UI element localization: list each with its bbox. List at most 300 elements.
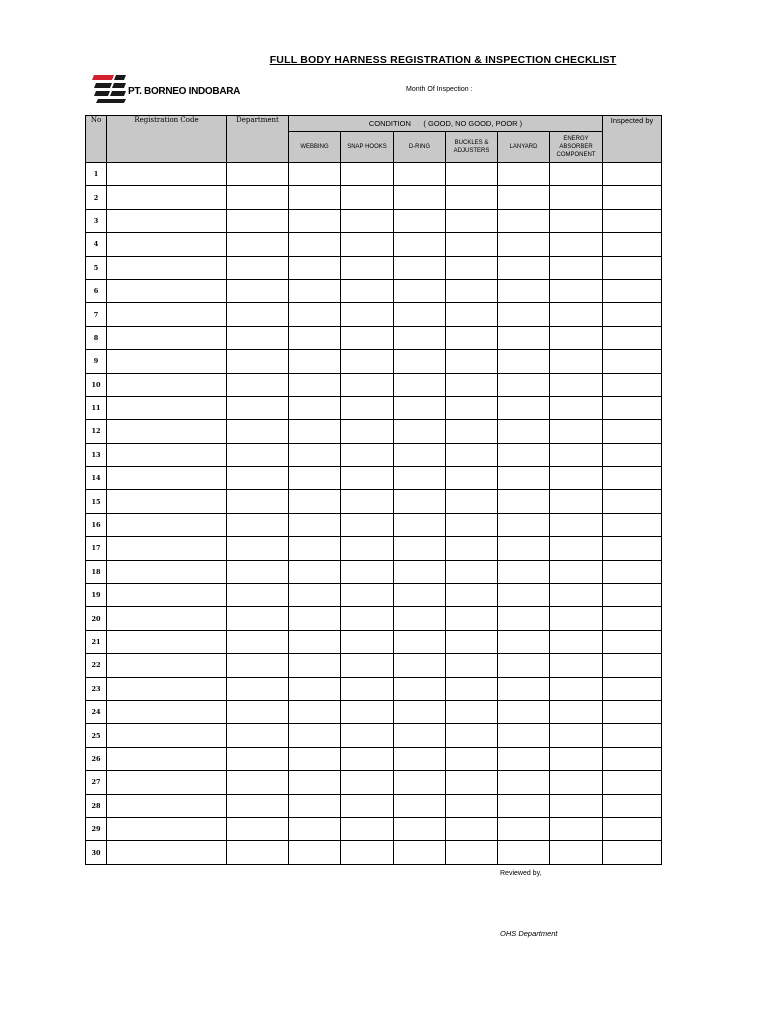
registration-code-cell[interactable]	[107, 467, 227, 490]
webbing-cell[interactable]	[289, 771, 341, 794]
lanyard-cell[interactable]	[498, 537, 550, 560]
snap-hooks-cell[interactable]	[341, 209, 394, 232]
d-ring-cell[interactable]	[394, 279, 446, 302]
webbing-cell[interactable]	[289, 700, 341, 723]
inspected-by-cell[interactable]	[603, 724, 662, 747]
registration-code-cell[interactable]	[107, 771, 227, 794]
buckles-adjusters-cell[interactable]	[446, 560, 498, 583]
inspected-by-cell[interactable]	[603, 560, 662, 583]
registration-code-cell[interactable]	[107, 817, 227, 840]
snap-hooks-cell[interactable]	[341, 747, 394, 770]
department-cell[interactable]	[227, 537, 289, 560]
energy-absorber-cell[interactable]	[550, 186, 603, 209]
snap-hooks-cell[interactable]	[341, 560, 394, 583]
inspected-by-cell[interactable]	[603, 841, 662, 864]
lanyard-cell[interactable]	[498, 163, 550, 186]
buckles-adjusters-cell[interactable]	[446, 233, 498, 256]
energy-absorber-cell[interactable]	[550, 747, 603, 770]
registration-code-cell[interactable]	[107, 209, 227, 232]
d-ring-cell[interactable]	[394, 654, 446, 677]
energy-absorber-cell[interactable]	[550, 443, 603, 466]
energy-absorber-cell[interactable]	[550, 584, 603, 607]
department-cell[interactable]	[227, 654, 289, 677]
department-cell[interactable]	[227, 584, 289, 607]
buckles-adjusters-cell[interactable]	[446, 350, 498, 373]
lanyard-cell[interactable]	[498, 373, 550, 396]
registration-code-cell[interactable]	[107, 677, 227, 700]
department-cell[interactable]	[227, 747, 289, 770]
webbing-cell[interactable]	[289, 677, 341, 700]
registration-code-cell[interactable]	[107, 420, 227, 443]
table-row	[86, 209, 662, 232]
inspected-by-cell[interactable]	[603, 350, 662, 373]
webbing-cell[interactable]	[289, 396, 341, 419]
webbing-cell[interactable]	[289, 630, 341, 653]
inspected-by-cell[interactable]	[603, 630, 662, 653]
d-ring-cell[interactable]	[394, 560, 446, 583]
lanyard-cell[interactable]	[498, 186, 550, 209]
inspected-by-cell[interactable]	[603, 303, 662, 326]
row-number: 13	[86, 443, 107, 466]
inspected-by-cell[interactable]	[603, 490, 662, 513]
buckles-adjusters-cell[interactable]	[446, 654, 498, 677]
snap-hooks-cell[interactable]	[341, 654, 394, 677]
d-ring-cell[interactable]	[394, 350, 446, 373]
lanyard-cell[interactable]	[498, 256, 550, 279]
energy-absorber-cell[interactable]	[550, 373, 603, 396]
snap-hooks-cell[interactable]	[341, 256, 394, 279]
buckles-adjusters-cell[interactable]	[446, 794, 498, 817]
webbing-cell[interactable]	[289, 607, 341, 630]
webbing-cell[interactable]	[289, 841, 341, 864]
department-cell[interactable]	[227, 163, 289, 186]
department-cell[interactable]	[227, 396, 289, 419]
energy-absorber-cell[interactable]	[550, 654, 603, 677]
registration-code-cell[interactable]	[107, 163, 227, 186]
registration-code-cell[interactable]	[107, 443, 227, 466]
registration-code-cell[interactable]	[107, 186, 227, 209]
buckles-adjusters-cell[interactable]	[446, 209, 498, 232]
snap-hooks-cell[interactable]	[341, 186, 394, 209]
buckles-adjusters-cell[interactable]	[446, 279, 498, 302]
buckles-adjusters-cell[interactable]	[446, 513, 498, 536]
registration-code-cell[interactable]	[107, 490, 227, 513]
registration-code-cell[interactable]	[107, 724, 227, 747]
registration-code-cell[interactable]	[107, 303, 227, 326]
energy-absorber-cell[interactable]	[550, 841, 603, 864]
buckles-adjusters-cell[interactable]	[446, 724, 498, 747]
webbing-cell[interactable]	[289, 490, 341, 513]
registration-code-cell[interactable]	[107, 654, 227, 677]
department-cell[interactable]	[227, 794, 289, 817]
webbing-cell[interactable]	[289, 794, 341, 817]
snap-hooks-cell[interactable]	[341, 724, 394, 747]
webbing-cell[interactable]	[289, 233, 341, 256]
lanyard-cell[interactable]	[498, 771, 550, 794]
buckles-adjusters-cell[interactable]	[446, 256, 498, 279]
registration-code-cell[interactable]	[107, 841, 227, 864]
snap-hooks-cell[interactable]	[341, 537, 394, 560]
lanyard-cell[interactable]	[498, 817, 550, 840]
inspected-by-cell[interactable]	[603, 537, 662, 560]
row-number: 4	[86, 233, 107, 256]
department-cell[interactable]	[227, 630, 289, 653]
department-cell[interactable]	[227, 841, 289, 864]
snap-hooks-cell[interactable]	[341, 233, 394, 256]
d-ring-cell[interactable]	[394, 186, 446, 209]
energy-absorber-cell[interactable]	[550, 537, 603, 560]
table-row	[86, 467, 662, 490]
buckles-adjusters-cell[interactable]	[446, 700, 498, 723]
inspected-by-cell[interactable]	[603, 584, 662, 607]
inspected-by-cell[interactable]	[603, 209, 662, 232]
table-row	[86, 654, 662, 677]
energy-absorber-cell[interactable]	[550, 794, 603, 817]
row-number: 25	[86, 724, 107, 747]
department-cell[interactable]	[227, 700, 289, 723]
month-of-inspection-label: Month Of Inspection :	[406, 86, 473, 93]
department-cell[interactable]	[227, 373, 289, 396]
webbing-cell[interactable]	[289, 256, 341, 279]
header-department: Department	[227, 116, 289, 163]
webbing-cell[interactable]	[289, 747, 341, 770]
department-cell[interactable]	[227, 326, 289, 349]
webbing-cell[interactable]	[289, 209, 341, 232]
d-ring-cell[interactable]	[394, 233, 446, 256]
webbing-cell[interactable]	[289, 584, 341, 607]
buckles-adjusters-cell[interactable]	[446, 607, 498, 630]
energy-absorber-cell[interactable]	[550, 233, 603, 256]
d-ring-cell[interactable]	[394, 677, 446, 700]
snap-hooks-cell[interactable]	[341, 163, 394, 186]
registration-code-cell[interactable]	[107, 794, 227, 817]
webbing-cell[interactable]	[289, 560, 341, 583]
registration-code-cell[interactable]	[107, 373, 227, 396]
energy-absorber-cell[interactable]	[550, 256, 603, 279]
buckles-adjusters-cell[interactable]	[446, 420, 498, 443]
snap-hooks-cell[interactable]	[341, 326, 394, 349]
energy-absorber-cell[interactable]	[550, 490, 603, 513]
department-cell[interactable]	[227, 350, 289, 373]
reviewed-by-label: Reviewed by,	[500, 870, 542, 877]
buckles-adjusters-cell[interactable]	[446, 841, 498, 864]
table-row	[86, 817, 662, 840]
snap-hooks-cell[interactable]	[341, 420, 394, 443]
energy-absorber-cell[interactable]	[550, 607, 603, 630]
lanyard-cell[interactable]	[498, 747, 550, 770]
buckles-adjusters-cell[interactable]	[446, 490, 498, 513]
inspected-by-cell[interactable]	[603, 233, 662, 256]
department-cell[interactable]	[227, 771, 289, 794]
lanyard-cell[interactable]	[498, 209, 550, 232]
webbing-cell[interactable]	[289, 303, 341, 326]
d-ring-cell[interactable]	[394, 443, 446, 466]
d-ring-cell[interactable]	[394, 794, 446, 817]
registration-code-cell[interactable]	[107, 326, 227, 349]
webbing-cell[interactable]	[289, 817, 341, 840]
buckles-adjusters-cell[interactable]	[446, 373, 498, 396]
webbing-cell[interactable]	[289, 513, 341, 536]
registration-code-cell[interactable]	[107, 607, 227, 630]
registration-code-cell[interactable]	[107, 396, 227, 419]
registration-code-cell[interactable]	[107, 630, 227, 653]
department-cell[interactable]	[227, 303, 289, 326]
registration-code-cell[interactable]	[107, 537, 227, 560]
snap-hooks-cell[interactable]	[341, 607, 394, 630]
lanyard-cell[interactable]	[498, 467, 550, 490]
buckles-adjusters-cell[interactable]	[446, 326, 498, 349]
buckles-adjusters-cell[interactable]	[446, 584, 498, 607]
registration-code-cell[interactable]	[107, 747, 227, 770]
row-number: 22	[86, 654, 107, 677]
d-ring-cell[interactable]	[394, 396, 446, 419]
d-ring-cell[interactable]	[394, 373, 446, 396]
registration-code-cell[interactable]	[107, 584, 227, 607]
row-number: 1	[86, 163, 107, 186]
lanyard-cell[interactable]	[498, 490, 550, 513]
buckles-adjusters-cell[interactable]	[446, 537, 498, 560]
department-cell[interactable]	[227, 443, 289, 466]
lanyard-cell[interactable]	[498, 654, 550, 677]
department-cell[interactable]	[227, 490, 289, 513]
lanyard-cell[interactable]	[498, 443, 550, 466]
energy-absorber-cell[interactable]	[550, 817, 603, 840]
lanyard-cell[interactable]	[498, 794, 550, 817]
d-ring-cell[interactable]	[394, 256, 446, 279]
energy-absorber-cell[interactable]	[550, 724, 603, 747]
inspected-by-cell[interactable]	[603, 396, 662, 419]
department-cell[interactable]	[227, 279, 289, 302]
webbing-cell[interactable]	[289, 350, 341, 373]
registration-code-cell[interactable]	[107, 279, 227, 302]
department-cell[interactable]	[227, 186, 289, 209]
snap-hooks-cell[interactable]	[341, 490, 394, 513]
buckles-adjusters-cell[interactable]	[446, 443, 498, 466]
energy-absorber-cell[interactable]	[550, 350, 603, 373]
d-ring-cell[interactable]	[394, 700, 446, 723]
inspected-by-cell[interactable]	[603, 467, 662, 490]
table-row	[86, 771, 662, 794]
row-number: 17	[86, 537, 107, 560]
webbing-cell[interactable]	[289, 186, 341, 209]
department-cell[interactable]	[227, 256, 289, 279]
lanyard-cell[interactable]	[498, 233, 550, 256]
inspected-by-cell[interactable]	[603, 607, 662, 630]
webbing-cell[interactable]	[289, 724, 341, 747]
webbing-cell[interactable]	[289, 654, 341, 677]
page-title: FULL BODY HARNESS REGISTRATION & INSPECTION CHECKLIST	[269, 54, 617, 66]
d-ring-cell[interactable]	[394, 163, 446, 186]
snap-hooks-cell[interactable]	[341, 467, 394, 490]
energy-absorber-cell[interactable]	[550, 420, 603, 443]
lanyard-cell[interactable]	[498, 560, 550, 583]
registration-code-cell[interactable]	[107, 513, 227, 536]
energy-absorber-cell[interactable]	[550, 771, 603, 794]
lanyard-cell[interactable]	[498, 396, 550, 419]
registration-code-cell[interactable]	[107, 256, 227, 279]
snap-hooks-cell[interactable]	[341, 350, 394, 373]
d-ring-cell[interactable]	[394, 467, 446, 490]
energy-absorber-cell[interactable]	[550, 163, 603, 186]
lanyard-cell[interactable]	[498, 841, 550, 864]
table-row	[86, 584, 662, 607]
lanyard-cell[interactable]	[498, 350, 550, 373]
registration-code-cell[interactable]	[107, 233, 227, 256]
snap-hooks-cell[interactable]	[341, 794, 394, 817]
inspected-by-cell[interactable]	[603, 747, 662, 770]
department-cell[interactable]	[227, 607, 289, 630]
d-ring-cell[interactable]	[394, 771, 446, 794]
d-ring-cell[interactable]	[394, 209, 446, 232]
registration-code-cell[interactable]	[107, 700, 227, 723]
d-ring-cell[interactable]	[394, 584, 446, 607]
d-ring-cell[interactable]	[394, 303, 446, 326]
registration-code-cell[interactable]	[107, 560, 227, 583]
energy-absorber-cell[interactable]	[550, 467, 603, 490]
header-webbing: WEBBING	[289, 132, 341, 163]
snap-hooks-cell[interactable]	[341, 396, 394, 419]
webbing-cell[interactable]	[289, 279, 341, 302]
registration-code-cell[interactable]	[107, 350, 227, 373]
energy-absorber-cell[interactable]	[550, 396, 603, 419]
energy-absorber-cell[interactable]	[550, 279, 603, 302]
d-ring-cell[interactable]	[394, 724, 446, 747]
webbing-cell[interactable]	[289, 326, 341, 349]
buckles-adjusters-cell[interactable]	[446, 186, 498, 209]
d-ring-cell[interactable]	[394, 630, 446, 653]
inspected-by-cell[interactable]	[603, 326, 662, 349]
department-cell[interactable]	[227, 233, 289, 256]
row-number: 29	[86, 817, 107, 840]
snap-hooks-cell[interactable]	[341, 443, 394, 466]
snap-hooks-cell[interactable]	[341, 817, 394, 840]
lanyard-cell[interactable]	[498, 279, 550, 302]
department-cell[interactable]	[227, 513, 289, 536]
buckles-adjusters-cell[interactable]	[446, 396, 498, 419]
header-d-ring: D-RING	[394, 132, 446, 163]
inspected-by-cell[interactable]	[603, 443, 662, 466]
webbing-cell[interactable]	[289, 163, 341, 186]
energy-absorber-cell[interactable]	[550, 513, 603, 536]
table-row	[86, 279, 662, 302]
department-cell[interactable]	[227, 560, 289, 583]
lanyard-cell[interactable]	[498, 420, 550, 443]
header-condition: CONDITION ( GOOD, NO GOOD, POOR )	[289, 116, 603, 132]
department-cell[interactable]	[227, 817, 289, 840]
lanyard-cell[interactable]	[498, 724, 550, 747]
inspected-by-cell[interactable]	[603, 513, 662, 536]
buckles-adjusters-cell[interactable]	[446, 303, 498, 326]
d-ring-cell[interactable]	[394, 326, 446, 349]
inspected-by-cell[interactable]	[603, 654, 662, 677]
snap-hooks-cell[interactable]	[341, 513, 394, 536]
inspected-by-cell[interactable]	[603, 677, 662, 700]
energy-absorber-cell[interactable]	[550, 630, 603, 653]
row-number: 26	[86, 747, 107, 770]
lanyard-cell[interactable]	[498, 584, 550, 607]
table-row	[86, 396, 662, 419]
department-cell[interactable]	[227, 420, 289, 443]
inspected-by-cell[interactable]	[603, 163, 662, 186]
d-ring-cell[interactable]	[394, 513, 446, 536]
buckles-adjusters-cell[interactable]	[446, 467, 498, 490]
energy-absorber-cell[interactable]	[550, 700, 603, 723]
header-inspected-by: Inspected by	[603, 116, 662, 163]
table-row	[86, 443, 662, 466]
snap-hooks-cell[interactable]	[341, 677, 394, 700]
webbing-cell[interactable]	[289, 373, 341, 396]
buckles-adjusters-cell[interactable]	[446, 817, 498, 840]
snap-hooks-cell[interactable]	[341, 584, 394, 607]
snap-hooks-cell[interactable]	[341, 303, 394, 326]
snap-hooks-cell[interactable]	[341, 279, 394, 302]
d-ring-cell[interactable]	[394, 607, 446, 630]
lanyard-cell[interactable]	[498, 326, 550, 349]
inspected-by-cell[interactable]	[603, 420, 662, 443]
inspected-by-cell[interactable]	[603, 186, 662, 209]
inspected-by-cell[interactable]	[603, 700, 662, 723]
inspected-by-cell[interactable]	[603, 771, 662, 794]
d-ring-cell[interactable]	[394, 420, 446, 443]
snap-hooks-cell[interactable]	[341, 630, 394, 653]
lanyard-cell[interactable]	[498, 677, 550, 700]
snap-hooks-cell[interactable]	[341, 700, 394, 723]
buckles-adjusters-cell[interactable]	[446, 677, 498, 700]
d-ring-cell[interactable]	[394, 747, 446, 770]
snap-hooks-cell[interactable]	[341, 771, 394, 794]
snap-hooks-cell[interactable]	[341, 841, 394, 864]
inspected-by-cell[interactable]	[603, 279, 662, 302]
table-row	[86, 607, 662, 630]
department-cell[interactable]	[227, 209, 289, 232]
energy-absorber-cell[interactable]	[550, 303, 603, 326]
lanyard-cell[interactable]	[498, 513, 550, 536]
table-row	[86, 537, 662, 560]
webbing-cell[interactable]	[289, 420, 341, 443]
webbing-cell[interactable]	[289, 537, 341, 560]
buckles-adjusters-cell[interactable]	[446, 630, 498, 653]
inspected-by-cell[interactable]	[603, 794, 662, 817]
buckles-adjusters-cell[interactable]	[446, 747, 498, 770]
lanyard-cell[interactable]	[498, 630, 550, 653]
department-cell[interactable]	[227, 467, 289, 490]
table-row	[86, 303, 662, 326]
webbing-cell[interactable]	[289, 443, 341, 466]
snap-hooks-cell[interactable]	[341, 373, 394, 396]
energy-absorber-cell[interactable]	[550, 560, 603, 583]
row-number: 3	[86, 209, 107, 232]
d-ring-cell[interactable]	[394, 841, 446, 864]
energy-absorber-cell[interactable]	[550, 209, 603, 232]
lanyard-cell[interactable]	[498, 700, 550, 723]
energy-absorber-cell[interactable]	[550, 677, 603, 700]
d-ring-cell[interactable]	[394, 817, 446, 840]
inspected-by-cell[interactable]	[603, 817, 662, 840]
buckles-adjusters-cell[interactable]	[446, 163, 498, 186]
d-ring-cell[interactable]	[394, 490, 446, 513]
d-ring-cell[interactable]	[394, 537, 446, 560]
inspected-by-cell[interactable]	[603, 256, 662, 279]
lanyard-cell[interactable]	[498, 303, 550, 326]
buckles-adjusters-cell[interactable]	[446, 771, 498, 794]
energy-absorber-cell[interactable]	[550, 326, 603, 349]
company-logo	[92, 74, 241, 104]
inspected-by-cell[interactable]	[603, 373, 662, 396]
lanyard-cell[interactable]	[498, 607, 550, 630]
department-cell[interactable]	[227, 724, 289, 747]
department-cell[interactable]	[227, 677, 289, 700]
webbing-cell[interactable]	[289, 467, 341, 490]
